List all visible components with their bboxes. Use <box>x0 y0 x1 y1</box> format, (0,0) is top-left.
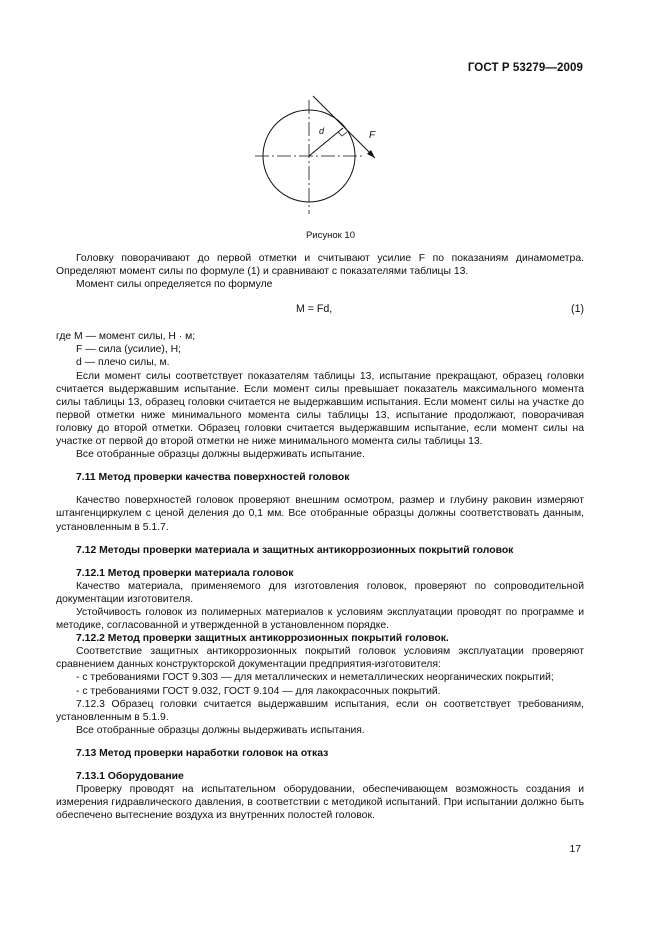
label-d: d <box>319 126 325 136</box>
section-heading: 7.12 Методы проверки материала и защитных антикоррозионных покрытий головок <box>76 544 514 556</box>
subsection-heading: 7.12.2 Метод проверки защитных антикоррозионных покрытий головок. <box>76 633 449 645</box>
subsection-heading: 7.13.1 Оборудование <box>76 771 184 782</box>
legend-list <box>56 330 584 369</box>
section-heading: 7.11 Метод проверки качества поверхностей головок <box>76 472 350 484</box>
paragraph: Проверку проводят на испытательном оборудовании, обеспечивающем возможность создания и измерения гидравлического давления, в соответствии с методикой испытаний. При испытании должно быть обеспечено вытеснение воздуха из внутренних полостей головок. <box>56 784 584 822</box>
paragraph: Головку поворачивают до первой отметки и считывают усилие F по показаниям динамометра. Определяют момент силы по формуле (1) и сравнивают с показателями таблицы 13. <box>56 253 584 278</box>
legend-item: где M — момент силы, Н · м; <box>56 331 196 343</box>
formula-expression: M = Fd, <box>296 303 333 316</box>
page-number: 17 <box>569 844 581 855</box>
figure-caption: Рисунок 10 <box>305 230 356 241</box>
paragraph: Все отобранные образцы должны выдерживать испытания. <box>76 724 365 736</box>
paragraph: 7.12.3 Образец головки считается выдержавшим испытания, если он соответствует требованиям, установленным в 5.1.9. <box>56 698 584 723</box>
paragraph: Качество поверхностей головок проверяют внешним осмотром, размер и глубину раковин измеряют штангенциркулем с ценой деления до 0,1 мм. Все отобранные образцы должны соответствовать данным, установленным в 5.1.7. <box>56 495 584 533</box>
formula-block <box>56 303 584 316</box>
paragraph: Устойчивость головок из полимерных материалов к условиям эксплуатации проводят по программе и методике, согласованной и утвержденной в установленном порядке. <box>56 606 584 632</box>
paragraph: Если момент силы соответствует показателям таблицы 13, испытание прекращают, образец головки считается выдержавшим испытание. Если момент силы превышает показатель максимального момента силы таблицы 13, образец головки считается не выдержавшим испытания. Если момент силы на участке до первой отметки ниже минимального момента силы таблицы 13, испытание продолжают, поворачивая головку до второй отметки. Образец головки считается выдержавшим испытание, если момент силы на участке от первой до второй отметки не ниже минимального момента силы таблицы 13. <box>56 370 584 448</box>
formula-number: (1) <box>571 303 584 316</box>
paragraph: Качество материала, применяемого для изготовления головок, проверяют по сопроводительной документации изготовителя. <box>56 580 584 605</box>
body-text <box>56 252 584 822</box>
list-item: - с требованиями ГОСТ 9.303 — для металлических и неметаллических неорганических покрытий; <box>76 672 554 684</box>
paragraph: Соответствие защитных антикоррозионных покрытий головок условиям эксплуатации проверяют сравнением данных конструкторской документации предприятия-изготовителя: <box>56 646 584 671</box>
right-angle-marker <box>338 132 347 136</box>
legend-item: F — сила (усилие), Н; <box>76 344 182 356</box>
paragraph: Все отобранные образцы должны выдерживать испытание. <box>76 449 365 461</box>
legend-item: d — плечо силы, м. <box>76 357 170 369</box>
list-item: - с требованиями ГОСТ 9.032, ГОСТ 9.104 — для лакокрасочных покрытий. <box>76 685 441 697</box>
section-heading: 7.13 Метод проверки наработки головок на отказ <box>76 747 329 759</box>
label-F: F <box>369 130 376 141</box>
subsection-heading: 7.12.1 Метод проверки материала головок <box>76 567 294 579</box>
document-code: ГОСТ Р 53279—2009 <box>467 62 583 74</box>
paragraph: Момент силы определяется по формуле <box>76 279 273 291</box>
figure-10-diagram <box>255 92 395 222</box>
